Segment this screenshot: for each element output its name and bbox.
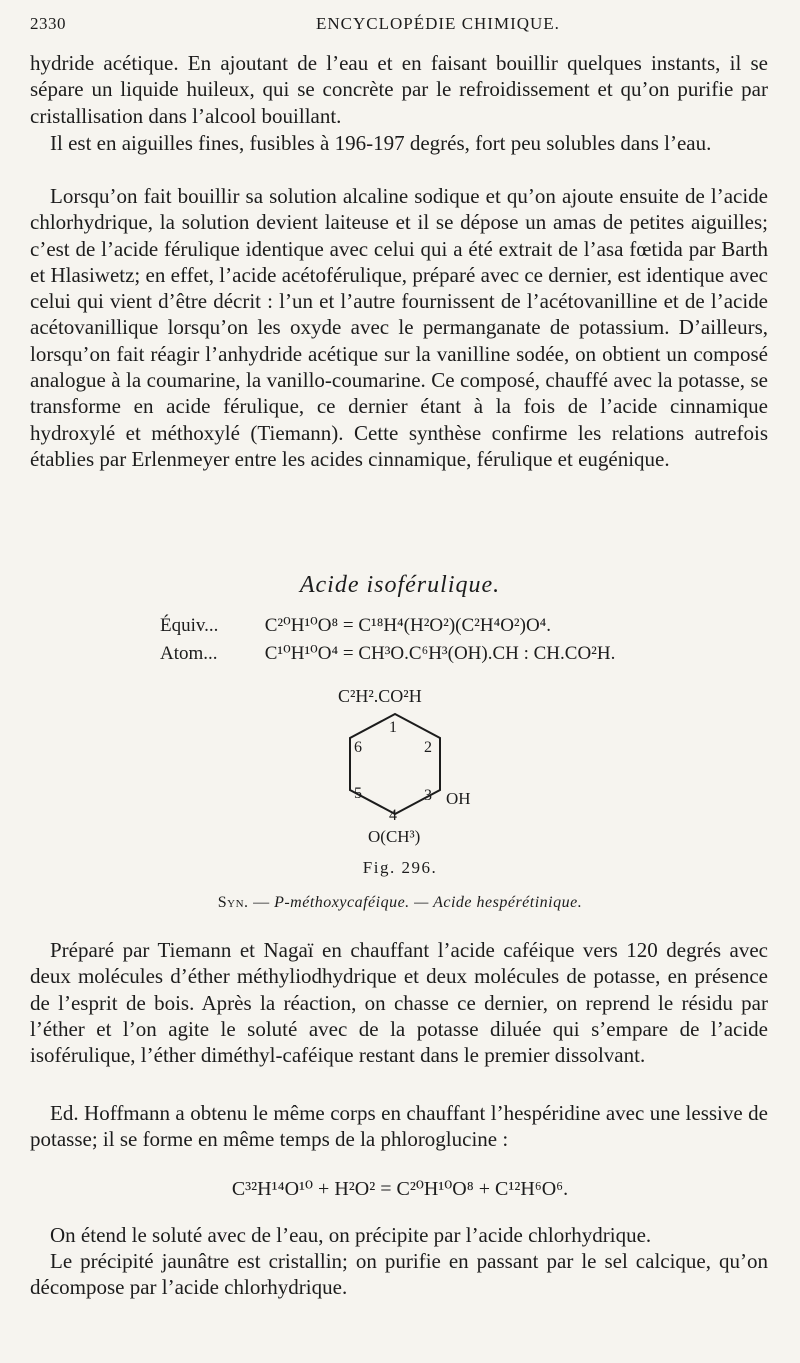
running-title: ENCYCLOPÉDIE CHIMIQUE. xyxy=(316,14,560,33)
chemical-equation: C³²H¹⁴O¹⁰ + H²O² = C²⁰H¹⁰O⁸ + C¹²H⁶O⁶. xyxy=(231,1178,569,1200)
synonyms-line xyxy=(0,894,800,912)
paragraph-1: hydride acétique. En ajoutant de l’eau et en faisant bouillir quelques instants, il se sépare un liquide huileux, qui se concrète par le refroidissement et qu’on purifie par cristallisation dans l’alcool bouillant. xyxy=(30,51,768,128)
position-5: 5 xyxy=(354,785,362,802)
atom-label: Atom... xyxy=(160,643,218,664)
top-group-label: C²H².CO²H xyxy=(338,686,422,706)
paragraph-3: Lorsqu’on fait bouillir sa solution alcaline sodique et qu’on ajoute ensuite de l’acide chlorhydrique, la solution devient laiteuse et il se dépose un amas de petites aiguilles; c’est de l’acide férulique identique avec celui qui a été extrait de l’asa fœtida par Barth et Hlasiwetz; en effet, l’acide acétoférulique, préparé avec ce dernier, est identique avec celui qui vient d’être décrit : l’un et l’autre fournissent de l’acétovanilline et de l’acide acétovanillique lorsqu’on les oxyde avec le permanganate de potassium. D’ailleurs, lorsqu’on fait réagir l’anhydride acétique sur la vanilline sodée, on obtient un composé analogue à la coumarine, la vanillo-coumarine. Ce composé, chauffé avec la potasse, se transforme en acide férulique, ce dernier étant à la fois de l’acide cinnamique hydroxylé et méthoxylé (Tiemann). Cette synthèse confirme les relations autrefois établies par Erlenmeyer entre les acides cinnamique, férulique et eugénique. xyxy=(30,184,768,471)
equals-sign: = xyxy=(342,643,359,664)
paragraph-4: Préparé par Tiemann et Nagaï en chauffant l’acide caféique vers 120 degrés avec deux molécules d’éther méthyliodhydrique et deux molécules de potasse, en présence de l’esprit de bois. Après la réaction, on chasse ce dernier, on reprend le résidu par l’éther et l’on agite le soluté avec de la potasse diluée qui s’empare de l’acide isoférulique, l’éther diméthyl-caféique restant dans le premier dissolvant. xyxy=(30,938,768,1068)
equals-sign: = xyxy=(342,615,359,636)
synonyms-prefix: Syn. xyxy=(217,894,249,911)
figure-caption: Fig. 296. xyxy=(362,858,438,877)
equiv-label: Équiv... xyxy=(160,615,219,636)
section-title: Acide isoférulique. xyxy=(299,572,501,598)
page-header xyxy=(30,14,770,42)
right-group-label: OH xyxy=(446,789,471,808)
position-1: 1 xyxy=(389,719,397,736)
benzene-ring-diagram xyxy=(320,680,480,860)
position-2: 2 xyxy=(424,739,432,756)
paragraph-2: Il est en aiguilles fines, fusibles à 196-197 degrés, fort peu solubles dans l’eau. xyxy=(50,131,712,155)
equiv-lhs: C²⁰H¹⁰O⁸ xyxy=(264,615,339,636)
paragraph-7: Le précipité jaunâtre est cristallin; on purifie en passant par le sel calcique, qu’on décompose par l’acide chlorhydrique. xyxy=(30,1249,768,1300)
paragraph-6: On étend le soluté avec de l’eau, on précipite par l’acide chlorhydrique. xyxy=(50,1223,652,1247)
page-number: 2330 xyxy=(30,14,66,33)
position-3: 3 xyxy=(424,787,432,804)
position-4: 4 xyxy=(389,807,397,824)
atom-formula xyxy=(160,642,615,665)
atom-lhs: C¹⁰H¹⁰O⁴ xyxy=(264,643,339,664)
position-6: 6 xyxy=(354,739,362,756)
atom-rhs: CH³O.C⁶H³(OH).CH : CH.CO²H. xyxy=(358,643,616,664)
bottom-group-label: O(CH³) xyxy=(368,827,421,846)
em-dash: — xyxy=(253,894,275,911)
paragraph-5: Ed. Hoffmann a obtenu le même corps en chauffant l’hespéridine avec une lessive de potasse; il se forme en même temps de la phloroglucine : xyxy=(30,1101,768,1152)
equiv-rhs: C¹⁸H⁴(H²O²)(C²H⁴O²)O⁴. xyxy=(358,615,552,636)
synonyms-text: P-méthoxycaféique. — Acide hespérétinique. xyxy=(274,894,583,911)
equiv-formula xyxy=(160,614,551,637)
